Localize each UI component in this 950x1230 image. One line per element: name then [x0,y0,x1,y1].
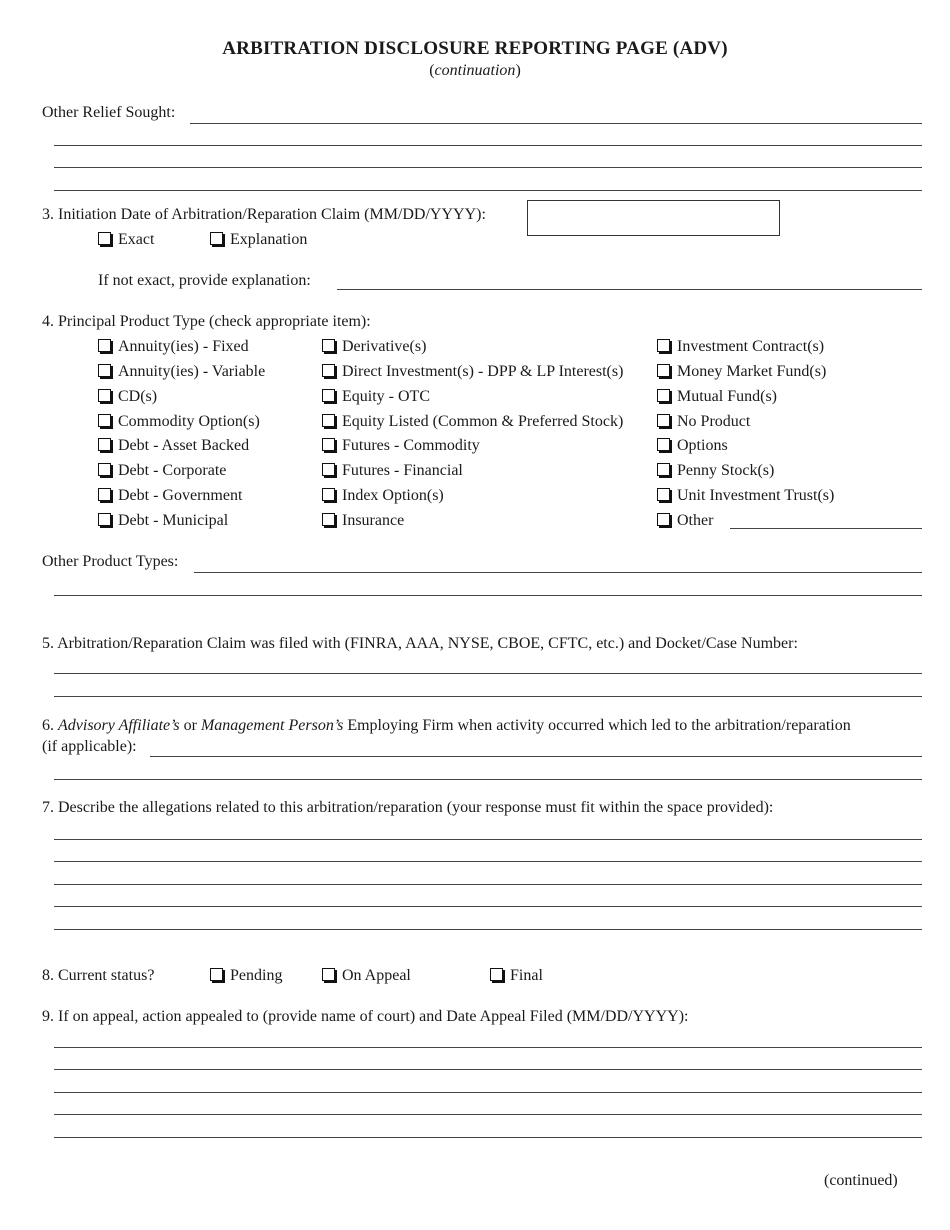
q9-label: 9. If on appeal, action appealed to (provide name of court) and Date Appeal Filed (MM/DD/YYYY): [42,1008,689,1025]
q7-input-line-1[interactable] [54,839,922,840]
product-other-input-line[interactable] [730,528,922,529]
option-label: Annuity(ies) - Fixed [118,338,249,355]
checkbox-icon[interactable] [657,488,670,501]
checkbox-icon[interactable] [98,463,111,476]
product-option[interactable] [98,363,265,381]
status-option-final[interactable] [490,967,543,985]
checkbox-icon[interactable] [98,513,111,526]
q7-input-line-5[interactable] [54,929,922,930]
option-label: Debt - Municipal [118,512,229,529]
q4-label: 4. Principal Product Type (check appropriate item): [42,313,371,330]
option-label: Equity Listed (Common & Preferred Stock) [342,413,624,430]
product-option[interactable] [322,462,463,480]
other-product-types-label: Other Product Types: [42,553,179,570]
product-option[interactable] [657,388,777,406]
q6-input-line-2[interactable] [54,779,922,780]
checkbox-icon[interactable] [322,364,335,377]
product-option[interactable] [657,437,728,455]
checkbox-icon[interactable] [657,438,670,451]
option-label: No Product [677,413,751,430]
q8-label: 8. Current status? [42,967,155,984]
checkbox-icon[interactable] [657,463,670,476]
option-label: Final [510,967,543,984]
q3-label: 3. Initiation Date of Arbitration/Reparation Claim (MM/DD/YYYY): [42,206,486,223]
option-label: Annuity(ies) - Variable [118,363,266,380]
product-option[interactable] [322,487,444,505]
q6-label [42,717,851,735]
q9-input-line-2[interactable] [54,1069,922,1070]
initiation-date-field[interactable] [527,200,780,236]
checkbox-icon[interactable] [98,414,111,427]
product-option[interactable] [322,437,480,455]
option-label: Money Market Fund(s) [677,363,827,380]
checkbox-icon[interactable] [657,513,670,526]
checkbox-icon[interactable] [322,513,335,526]
checkbox-icon[interactable] [322,339,335,352]
other-relief-input-line-3[interactable] [54,167,922,168]
option-label: Insurance [342,512,405,529]
q6-management: Management Person’s [200,717,344,734]
other-product-types-input-line-2[interactable] [54,595,922,596]
option-label: CD(s) [118,388,158,405]
product-option[interactable] [322,512,404,530]
subtitle-text: continuation [434,62,516,79]
page-subtitle: (continuation) [429,62,521,79]
q5-input-line-2[interactable] [54,696,922,697]
checkbox-icon[interactable] [322,968,335,981]
q7-label: 7. Describe the allegations related to this arbitration/reparation (your response must fit within the space provided): [42,799,774,816]
q6-input-line-1[interactable] [150,756,922,757]
product-option[interactable] [657,487,834,505]
q9-input-line-1[interactable] [54,1047,922,1048]
checkbox-icon[interactable] [322,488,335,501]
checkbox-icon[interactable] [210,232,223,245]
option-label: Other [677,512,714,529]
q5-input-line-1[interactable] [54,673,922,674]
option-label: Penny Stock(s) [677,462,775,479]
option-label: Direct Investment(s) - DPP & LP Interest(s) [342,363,624,380]
product-option[interactable] [98,462,226,480]
q7-input-line-4[interactable] [54,906,922,907]
q3-explanation-input-line[interactable] [337,289,922,290]
checkbox-icon[interactable] [98,488,111,501]
checkbox-icon[interactable] [98,438,111,451]
q3-option-explanation[interactable] [210,231,307,249]
q9-input-line-5[interactable] [54,1137,922,1138]
q6-prefix: 6. [42,717,58,734]
option-label: Mutual Fund(s) [677,388,777,405]
q7-input-line-3[interactable] [54,884,922,885]
q5-label: 5. Arbitration/Reparation Claim was filed with (FINRA, AAA, NYSE, CBOE, CFTC, etc.) and Docket/Case Number: [42,635,798,652]
continued-note: (continued) [824,1172,898,1189]
q6-suffix: Employing Firm when activity occurred which led to the arbitration/reparation [343,717,851,734]
option-label: Pending [230,967,283,984]
checkbox-icon[interactable] [98,389,111,402]
checkbox-icon[interactable] [98,364,111,377]
page-title: ARBITRATION DISCLOSURE REPORTING PAGE (ADV) [222,38,728,59]
product-option[interactable] [98,388,157,406]
checkbox-icon[interactable] [322,463,335,476]
other-relief-input-line-2[interactable] [54,145,922,146]
option-label: Options [677,437,728,454]
checkbox-icon[interactable] [98,232,111,245]
checkbox-icon[interactable] [657,389,670,402]
checkbox-icon[interactable] [322,414,335,427]
option-label: Explanation [230,231,308,248]
checkbox-icon[interactable] [657,364,670,377]
product-option[interactable] [322,338,426,356]
q3-option-exact[interactable] [98,231,154,249]
option-label: Debt - Corporate [118,462,227,479]
checkbox-icon[interactable] [322,438,335,451]
product-option-other[interactable] [657,512,713,530]
q9-input-line-4[interactable] [54,1114,922,1115]
option-label: Commodity Option(s) [118,413,260,430]
status-option-on-appeal[interactable] [322,967,411,985]
other-product-types-input-line-1[interactable] [194,572,922,573]
product-option[interactable] [322,363,623,381]
checkbox-icon[interactable] [322,389,335,402]
checkbox-icon[interactable] [490,968,503,981]
option-label: Investment Contract(s) [677,338,825,355]
q6-or: or [179,717,201,734]
product-option[interactable] [98,338,249,356]
option-label: Futures - Financial [342,462,463,479]
option-label: On Appeal [342,967,411,984]
other-relief-label: Other Relief Sought: [42,104,176,121]
option-label: Derivative(s) [342,338,427,355]
q7-input-line-2[interactable] [54,861,922,862]
other-relief-input-line-4[interactable] [54,190,922,191]
product-option[interactable] [98,487,242,505]
option-label: Equity - OTC [342,388,430,405]
option-label: Debt - Government [118,487,243,504]
product-option[interactable] [98,413,260,431]
checkbox-icon[interactable] [657,339,670,352]
product-option[interactable] [657,413,750,431]
checkbox-icon[interactable] [210,968,223,981]
other-relief-input-line-1[interactable] [190,123,922,124]
q6-label-line2: (if applicable): [42,738,137,755]
product-option[interactable] [98,437,249,455]
option-label: Unit Investment Trust(s) [677,487,835,504]
checkbox-icon[interactable] [98,339,111,352]
product-option[interactable] [657,363,826,381]
checkbox-icon[interactable] [657,414,670,427]
q3-explain-label: If not exact, provide explanation: [98,272,311,289]
product-option[interactable] [322,413,623,431]
status-option-pending[interactable] [210,967,282,985]
option-label: Exact [118,231,155,248]
q9-input-line-3[interactable] [54,1092,922,1093]
product-option[interactable] [657,338,824,356]
option-label: Debt - Asset Backed [118,437,250,454]
product-option[interactable] [657,462,774,480]
product-option[interactable] [98,512,228,530]
q6-advisory: Advisory Affiliate’s [58,717,180,734]
product-option[interactable] [322,388,430,406]
option-label: Futures - Commodity [342,437,480,454]
option-label: Index Option(s) [342,487,444,504]
